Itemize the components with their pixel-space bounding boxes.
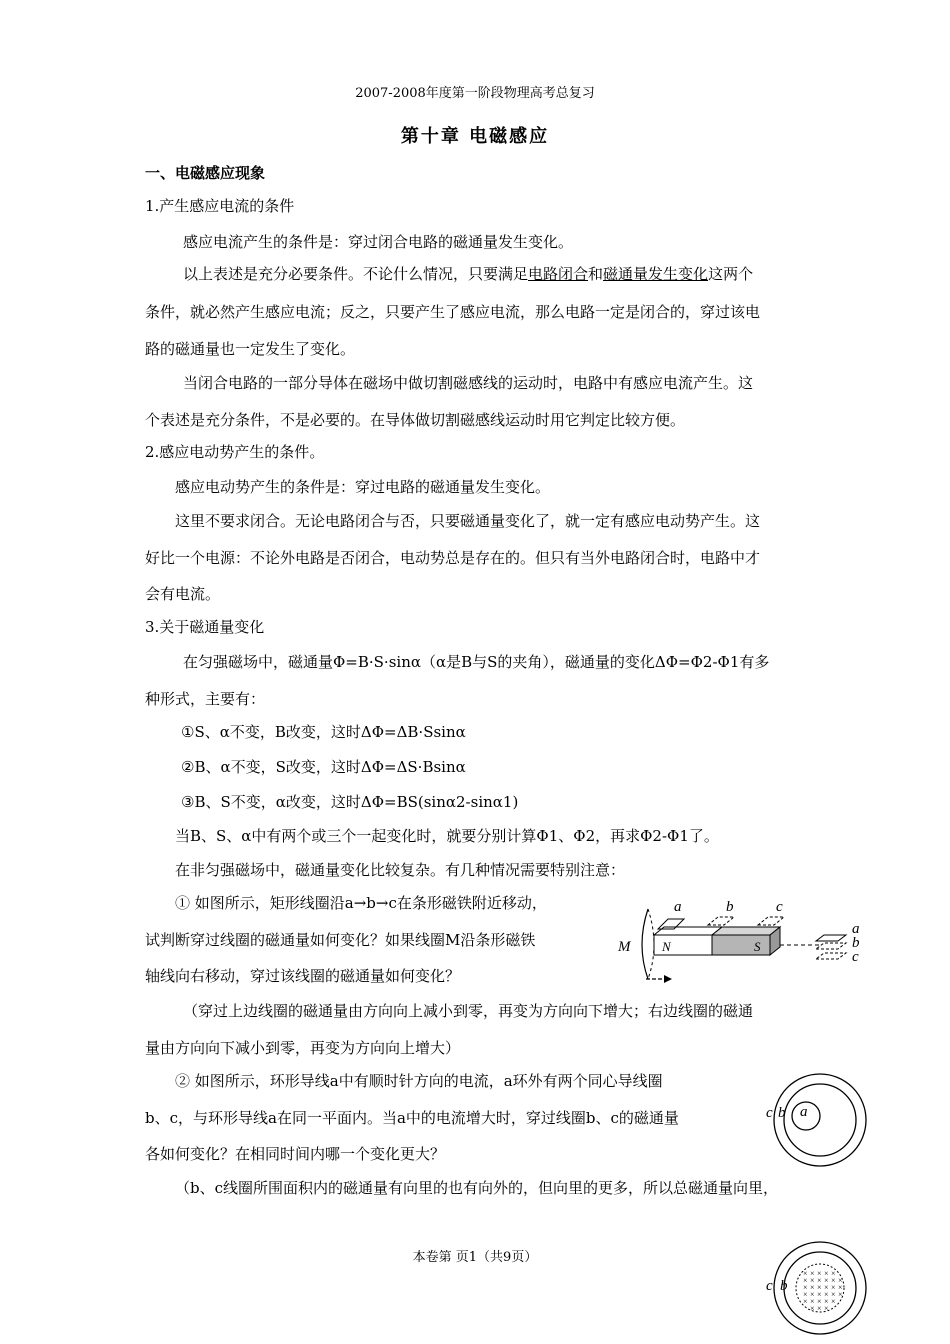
field-cross-mark: × [830, 1276, 836, 1285]
answer-1-line: 量由方向向下减小到零，再变为方向向上增大） [145, 1039, 461, 1057]
coil-m-back [648, 909, 654, 979]
text-run: 和 [588, 265, 604, 283]
text-run: 这两个 [708, 265, 754, 283]
label: c [766, 1105, 773, 1121]
field-cross-mark: × [802, 1297, 808, 1306]
field-cross-mark: × [816, 1269, 822, 1278]
field-cross-mark: × [809, 1297, 815, 1306]
underlined-term: 电路闭合 [528, 265, 589, 283]
magnet-s-pole [712, 935, 770, 955]
coil-right-a [816, 935, 846, 941]
label: N [662, 939, 671, 954]
field-cross-mark: × [837, 1290, 843, 1299]
label: a [800, 1104, 808, 1120]
magnet-coil-figure [612, 895, 872, 985]
field-cross-mark: × [802, 1283, 808, 1292]
paragraph [183, 264, 753, 284]
paragraph-line: 路的磁通量也一定发生了变化。 [145, 340, 356, 358]
field-cross-mark: × [816, 1276, 822, 1285]
section-heading: 一、电磁感应现象 [145, 164, 266, 182]
field-cross-mark: × [830, 1290, 836, 1299]
label: b [780, 1278, 788, 1294]
field-cross-mark: × [830, 1269, 836, 1278]
question-1: ① 如图所示，矩形线圈沿a→b→c在条形磁铁附近移动， [175, 894, 547, 912]
paragraph-line: 个表述是充分条件，不是必要的。在导体做切割磁感线运动时用它判定比较方便。 [145, 411, 686, 429]
answer-1: （穿过上边线圈的磁通量由方向向上减小到零，再变为方向向下增大；右边线圈的磁通 [183, 1002, 754, 1020]
label: b [726, 899, 734, 915]
field-cross-mark: × [830, 1283, 836, 1292]
field-cross-mark: × [809, 1276, 815, 1285]
answer-2: （b、c线圈所围面积内的磁通量有向里的也有向外的，但向里的更多，所以总磁通量向里， [175, 1179, 779, 1197]
magnet-top-s [712, 927, 780, 935]
label: b [778, 1105, 786, 1121]
magnet-top-n [654, 927, 722, 935]
paragraph: 当闭合电路的一部分导体在磁场中做切割磁感线的运动时，电路中有感应电流产生。这 [183, 374, 754, 392]
label: M [618, 939, 631, 955]
concentric-rings-figure [762, 1072, 872, 1168]
case-item: ③B、S不变，α改变，这时ΔΦ=BS(sinα2-sinα1) [181, 793, 519, 811]
question-2-line: 各如何变化？在相同时间内哪一个变化更大？ [145, 1145, 446, 1163]
question-1-line: 轴线向右移动，穿过该线圈的磁通量如何变化？ [145, 967, 461, 985]
field-cross-mark: × [816, 1304, 822, 1313]
field-cross-mark: × [823, 1304, 829, 1313]
label: c [776, 899, 783, 915]
question-2: ② 如图所示，环形导线a中有顺时针方向的电流，a环外有两个同心导线圈 [175, 1072, 663, 1090]
field-cross-mark: × [823, 1283, 829, 1292]
paragraph: 在匀强磁场中，磁通量Φ=B·S·sinα（α是B与S的夹角），磁通量的变化ΔΦ=Φ2-Φ1有多 [183, 653, 770, 671]
label: c [852, 949, 859, 965]
subsection-heading-1: 1.产生感应电流的条件 [145, 197, 295, 215]
question-2-line: b、c，与环形导线a在同一平面内。当a中的电流增大时，穿过线圈b、c的磁通量 [145, 1109, 679, 1127]
coil-right-c [816, 953, 846, 959]
field-cross-mark: × [802, 1276, 808, 1285]
label: a [674, 899, 682, 915]
field-cross-mark: × [830, 1297, 836, 1306]
label: a [852, 921, 860, 937]
field-cross-mark: × [802, 1290, 808, 1299]
field-cross-mark: × [802, 1269, 808, 1278]
paragraph: 当B、S、α中有两个或三个一起变化时，就要分别计算Φ1、Φ2，再求Φ2-Φ1了。 [175, 827, 719, 845]
field-cross-mark: × [809, 1290, 815, 1299]
paragraph-line: 种形式，主要有： [145, 690, 266, 708]
case-item: ②B、α不变，S改变，这时ΔΦ=ΔS·Bsinα [181, 758, 466, 776]
coil-m-front [642, 909, 648, 979]
chapter-title: 第十章 电磁感应 [400, 126, 550, 147]
field-cross-mark: × [823, 1290, 829, 1299]
field-cross-mark: × [823, 1276, 829, 1285]
paragraph: 感应电动势产生的条件是：穿过电路的磁通量发生变化。 [175, 478, 551, 496]
field-marks [803, 1269, 843, 1313]
label: b [852, 935, 860, 951]
paragraph-line: 好比一个电源：不论外电路是否闭合，电动势总是存在的。但只有当外电路闭合时，电路中才 [145, 549, 761, 567]
field-cross-mark: × [816, 1283, 822, 1292]
subsection-heading-2: 2.感应电动势产生的条件。 [145, 443, 325, 461]
field-cross-mark: × [816, 1290, 822, 1299]
question-1-line: 试判断穿过线圈的磁通量如何变化？如果线圈M沿条形磁铁 [145, 931, 536, 949]
field-cross-mark: × [837, 1276, 843, 1285]
coil-right-b [816, 943, 846, 949]
field-cross-mark: × [816, 1297, 822, 1306]
label: S [754, 939, 761, 954]
underlined-term: 磁通量发生变化 [603, 265, 709, 283]
field-cross-mark: × [809, 1283, 815, 1292]
field-cross-mark: × [823, 1297, 829, 1306]
paragraph: 感应电流产生的条件是：穿过闭合电路的磁通量发生变化。 [183, 233, 574, 251]
page-footer: 本卷第 页1（共9页） [412, 1250, 538, 1265]
field-cross-mark: × [809, 1269, 815, 1278]
field-cross-mark: × [809, 1304, 815, 1313]
page-header: 2007-2008年度第一阶段物理高考总复习 [355, 86, 595, 101]
text-run: 以上表述是充分必要条件。不论什么情况，只要满足 [183, 265, 529, 283]
case-item: ①S、α不变，B改变，这时ΔΦ=ΔB·Ssinα [181, 723, 466, 741]
coil-b [708, 917, 734, 925]
field-rings-figure [762, 1240, 872, 1344]
coil-c [758, 917, 784, 925]
paragraph: 这里不要求闭合。无论电路闭合与否，只要磁通量变化了，就一定有感应电动势产生。这 [175, 512, 761, 530]
field-cross-mark: × [837, 1283, 843, 1292]
field-cross-mark: × [823, 1269, 829, 1278]
move-arrow-head [664, 975, 672, 983]
paragraph-line: 条件，就必然产生感应电流；反之，只要产生了感应电流，那么电路一定是闭合的，穿过该电 [145, 303, 761, 321]
paragraph-line: 会有电流。 [145, 585, 221, 603]
subsection-heading-3: 3.关于磁通量变化 [145, 618, 265, 636]
paragraph: 在非匀强磁场中，磁通量变化比较复杂。有几种情况需要特别注意： [175, 861, 626, 879]
label: c [766, 1278, 773, 1294]
